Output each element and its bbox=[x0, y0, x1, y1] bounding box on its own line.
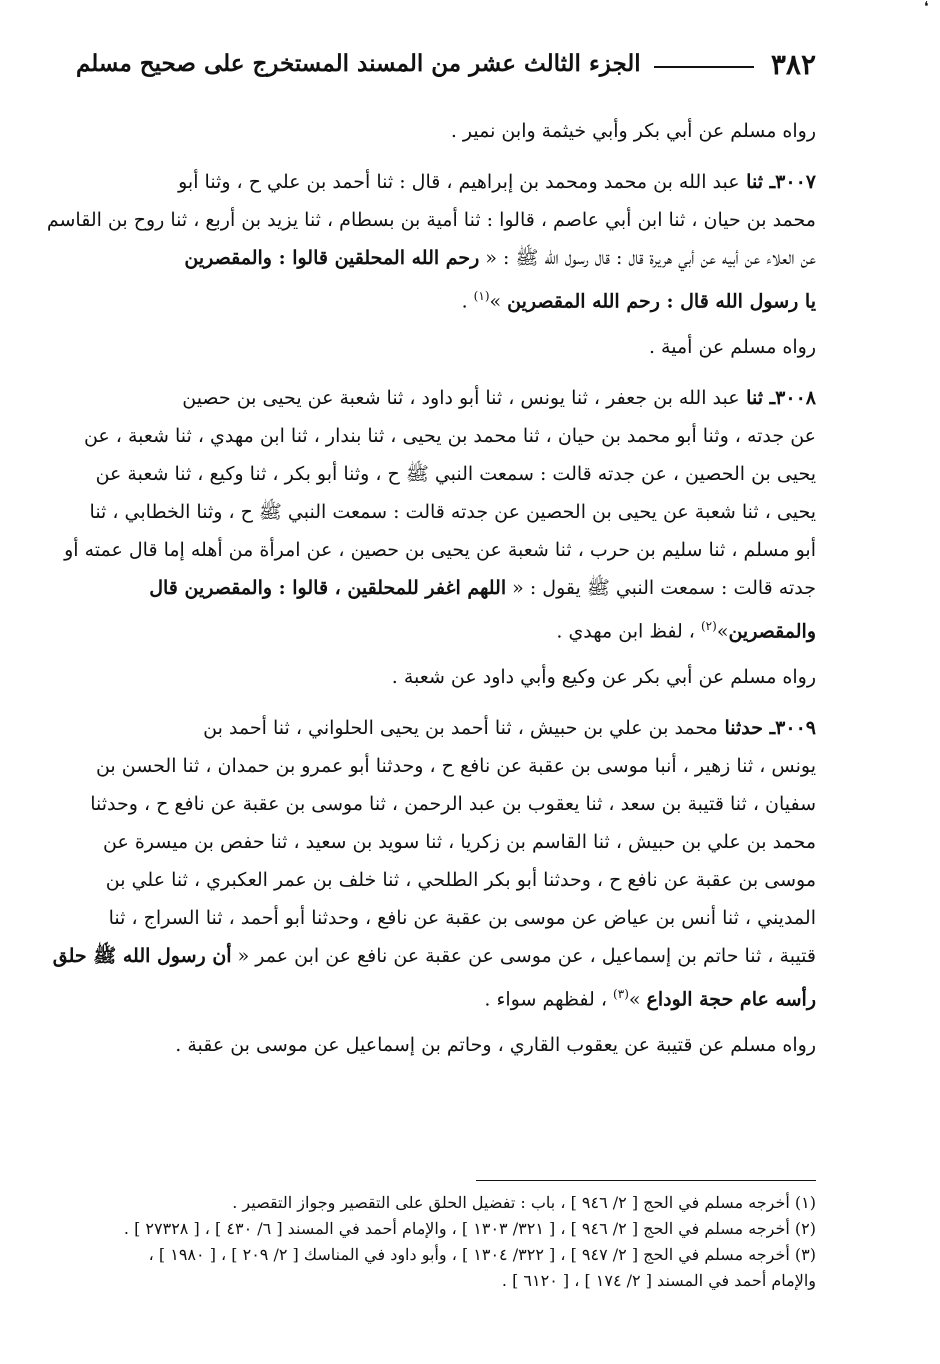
text-segment: يونس ، ثنا زهير ، أنبا موسى بن عقبة عن نافع ح ، وحدثنا أبو عمرو بن حمدان ، ثنا الحسن بن bbox=[95, 755, 816, 777]
text-segment: عبد الله بن جعفر ، ثنا يونس ، ثنا أبو داود ، ثنا شعبة عن يحيى بن حصين bbox=[182, 387, 740, 409]
paragraph-gap bbox=[76, 696, 816, 709]
text-line bbox=[76, 417, 816, 455]
text-segment: رواه مسلم عن أبي بكر وأبي خيثمة وابن نمير . bbox=[450, 120, 816, 142]
text-segment: » bbox=[489, 290, 508, 313]
page-header bbox=[76, 44, 816, 90]
text-segment: ، لفظ ابن مهدي . bbox=[556, 620, 701, 643]
text-line bbox=[64, 531, 816, 569]
text-line bbox=[76, 163, 816, 201]
text-line bbox=[76, 709, 816, 747]
bold-segment: ٣٠٠٨ـ ثنا bbox=[739, 387, 816, 409]
footnote-separator bbox=[476, 1180, 816, 1181]
text-line bbox=[76, 1026, 816, 1064]
footnote: (١) أخرجه مسلم في الحج [ ٢/ ٩٤٦ ] ، باب : تفضيل الحلق على التقصير وجواز التقصير . bbox=[232, 1193, 816, 1212]
text-segment: عن العلاء عن أبيه عن أبي هريرة قال : قال رسول الله ﷺ : « bbox=[479, 247, 816, 269]
paragraph-gap bbox=[76, 150, 816, 163]
text-segment: موسى بن عقبة عن نافع ح ، وحدثنا أبو بكر الطلحي ، ثنا خلف بن عمر العكبري ، ثنا علي بن bbox=[105, 869, 816, 891]
text-line bbox=[76, 112, 816, 150]
footnote-ref: (١) bbox=[473, 289, 490, 303]
bold-segment: رحم الله المحلقين قالوا : والمقصرين bbox=[184, 247, 480, 269]
bold-segment: رأسه عام حجة الوداع bbox=[646, 988, 816, 1011]
footnote: والإمام أحمد في المسند [ ٢/ ١٧٤ ] ، [ ٦١٢٠ ] . bbox=[501, 1271, 816, 1290]
text-segment: ، لفظهم سواء . bbox=[484, 988, 614, 1011]
text-line bbox=[76, 277, 816, 315]
bold-segment: أن رسول الله ﷺ حلق bbox=[52, 945, 232, 967]
text-segment: » bbox=[716, 620, 729, 643]
text-segment: » bbox=[628, 988, 647, 1011]
footnote: (٢) أخرجه مسلم في الحج [ ٢/ ٩٤٦ ] ، [ ٣٢١/ ١٣٠٣ ] ، والإمام أحمد في المسند [ ٦/ ٤٣٠ ] ، [ ٢٧٣٢٨ ] . bbox=[123, 1219, 816, 1238]
text-segment: محمد بن حيان ، ثنا ابن أبي عاصم ، قالوا : ثنا أمية بن بسطام ، ثنا يزيد بن أربع ، ثنا روح بن القاسم bbox=[46, 209, 816, 231]
text-segment: محمد بن علي بن حبيش ، ثنا القاسم بن زكريا ، ثنا سويد بن سعيد ، ثنا حفص بن ميسرة عن bbox=[102, 831, 816, 853]
bold-segment: اللهم اغفر للمحلقين ، قالوا : والمقصرين قال bbox=[149, 577, 507, 599]
bold-segment: ٣٠٠٧ـ ثنا bbox=[739, 171, 816, 193]
running-title: الجزء الثالث عشر من المسند المستخرج على صحيح مسلم bbox=[76, 50, 641, 77]
text-line bbox=[76, 239, 816, 277]
text-segment: عبد الله بن محمد ومحمد بن إبراهيم ، قال : ثنا أحمد بن علي ح ، وثنا أبو bbox=[178, 171, 740, 193]
body-text bbox=[46, 112, 816, 1064]
text-segment: رواه مسلم عن أمية . bbox=[648, 336, 816, 358]
text-line bbox=[76, 747, 816, 785]
text-segment: رواه مسلم عن أبي بكر عن وكيع وأبي داود عن شعبة . bbox=[391, 666, 816, 688]
bold-segment: ٣٠٠٩ـ حدثنا bbox=[717, 717, 816, 739]
text-line bbox=[76, 861, 816, 899]
footnote-ref: (٣) bbox=[613, 987, 629, 1001]
text-line bbox=[76, 975, 816, 1013]
corner-mark: ❛ bbox=[924, 0, 929, 15]
header-rule bbox=[654, 66, 754, 68]
paragraph-gap bbox=[76, 366, 816, 379]
text-line bbox=[76, 899, 816, 937]
text-segment: يحيى بن الحصين ، عن جدته قالت : سمعت النبي ﷺ ح ، وثنا أبو بكر ، ثنا وكيع ، ثنا شعبة عن bbox=[95, 463, 816, 485]
text-line bbox=[52, 937, 816, 975]
paragraph-gap bbox=[76, 645, 816, 658]
footnotes bbox=[76, 1190, 816, 1294]
text-line bbox=[76, 658, 816, 696]
text-segment: . bbox=[461, 290, 474, 313]
text-line bbox=[76, 493, 816, 531]
text-line bbox=[76, 607, 816, 645]
text-segment: جدته قالت : سمعت النبي ﷺ يقول : « bbox=[506, 577, 816, 599]
text-line bbox=[76, 328, 816, 366]
footnote-ref: (٢) bbox=[700, 619, 717, 633]
text-segment: المديني ، ثنا أنس بن عياض عن موسى بن عقبة عن نافع ، وحدثنا أبو أحمد ، ثنا السراج ، ثنا bbox=[108, 907, 816, 929]
bold-segment: يا رسول الله قال : رحم الله المقصرين bbox=[507, 290, 816, 313]
text-segment: قتيبة ، ثنا حاتم بن إسماعيل ، عن موسى عن عقبة عن نافع عن ابن عمر « bbox=[231, 945, 816, 967]
text-segment: رواه مسلم عن قتيبة عن يعقوب القاري ، وحاتم بن إسماعيل عن موسى بن عقبة . bbox=[175, 1034, 816, 1056]
bold-segment: والمقصرين bbox=[728, 620, 816, 643]
text-line bbox=[76, 785, 816, 823]
page-number: ٣٨٢ bbox=[770, 48, 816, 81]
text-segment: محمد بن علي بن حبيش ، ثنا أحمد بن يحيى الحلواني ، ثنا أحمد بن bbox=[203, 717, 718, 739]
text-segment: أبو مسلم ، ثنا سليم بن حرب ، ثنا شعبة عن يحيى بن حصين ، عن امرأة من أهله إما قال عمته أو bbox=[64, 539, 816, 561]
paragraph-gap bbox=[76, 1013, 816, 1026]
text-line bbox=[46, 201, 816, 239]
text-line bbox=[76, 379, 816, 417]
text-line bbox=[76, 823, 816, 861]
text-segment: يحيى ، ثنا شعبة عن يحيى بن الحصين عن جدته قالت : سمعت النبي ﷺ ح ، وثنا الخطابي ، ثنا bbox=[89, 501, 816, 523]
text-line bbox=[76, 455, 816, 493]
footnote: (٣) أخرجه مسلم في الحج [ ٢/ ٩٤٧ ] ، [ ٣٢٢/ ١٣٠٤ ] ، وأبو داود في المناسك [ ٢/ ٢٠٩ ] ، [ ١٩٨٠ ] ، bbox=[148, 1245, 816, 1264]
paragraph-gap bbox=[76, 315, 816, 328]
text-segment: سفيان ، ثنا قتيبة بن سعد ، ثنا يعقوب بن عبد الرحمن ، ثنا موسى بن عقبة عن نافع ح ، وحدثنا bbox=[90, 793, 816, 815]
text-segment: عن جدته ، وثنا أبو محمد بن حيان ، ثنا محمد بن يحيى ، ثنا بندار ، ثنا ابن مهدي ، ثنا شعبة ، عن bbox=[83, 425, 816, 447]
text-line bbox=[76, 569, 816, 607]
